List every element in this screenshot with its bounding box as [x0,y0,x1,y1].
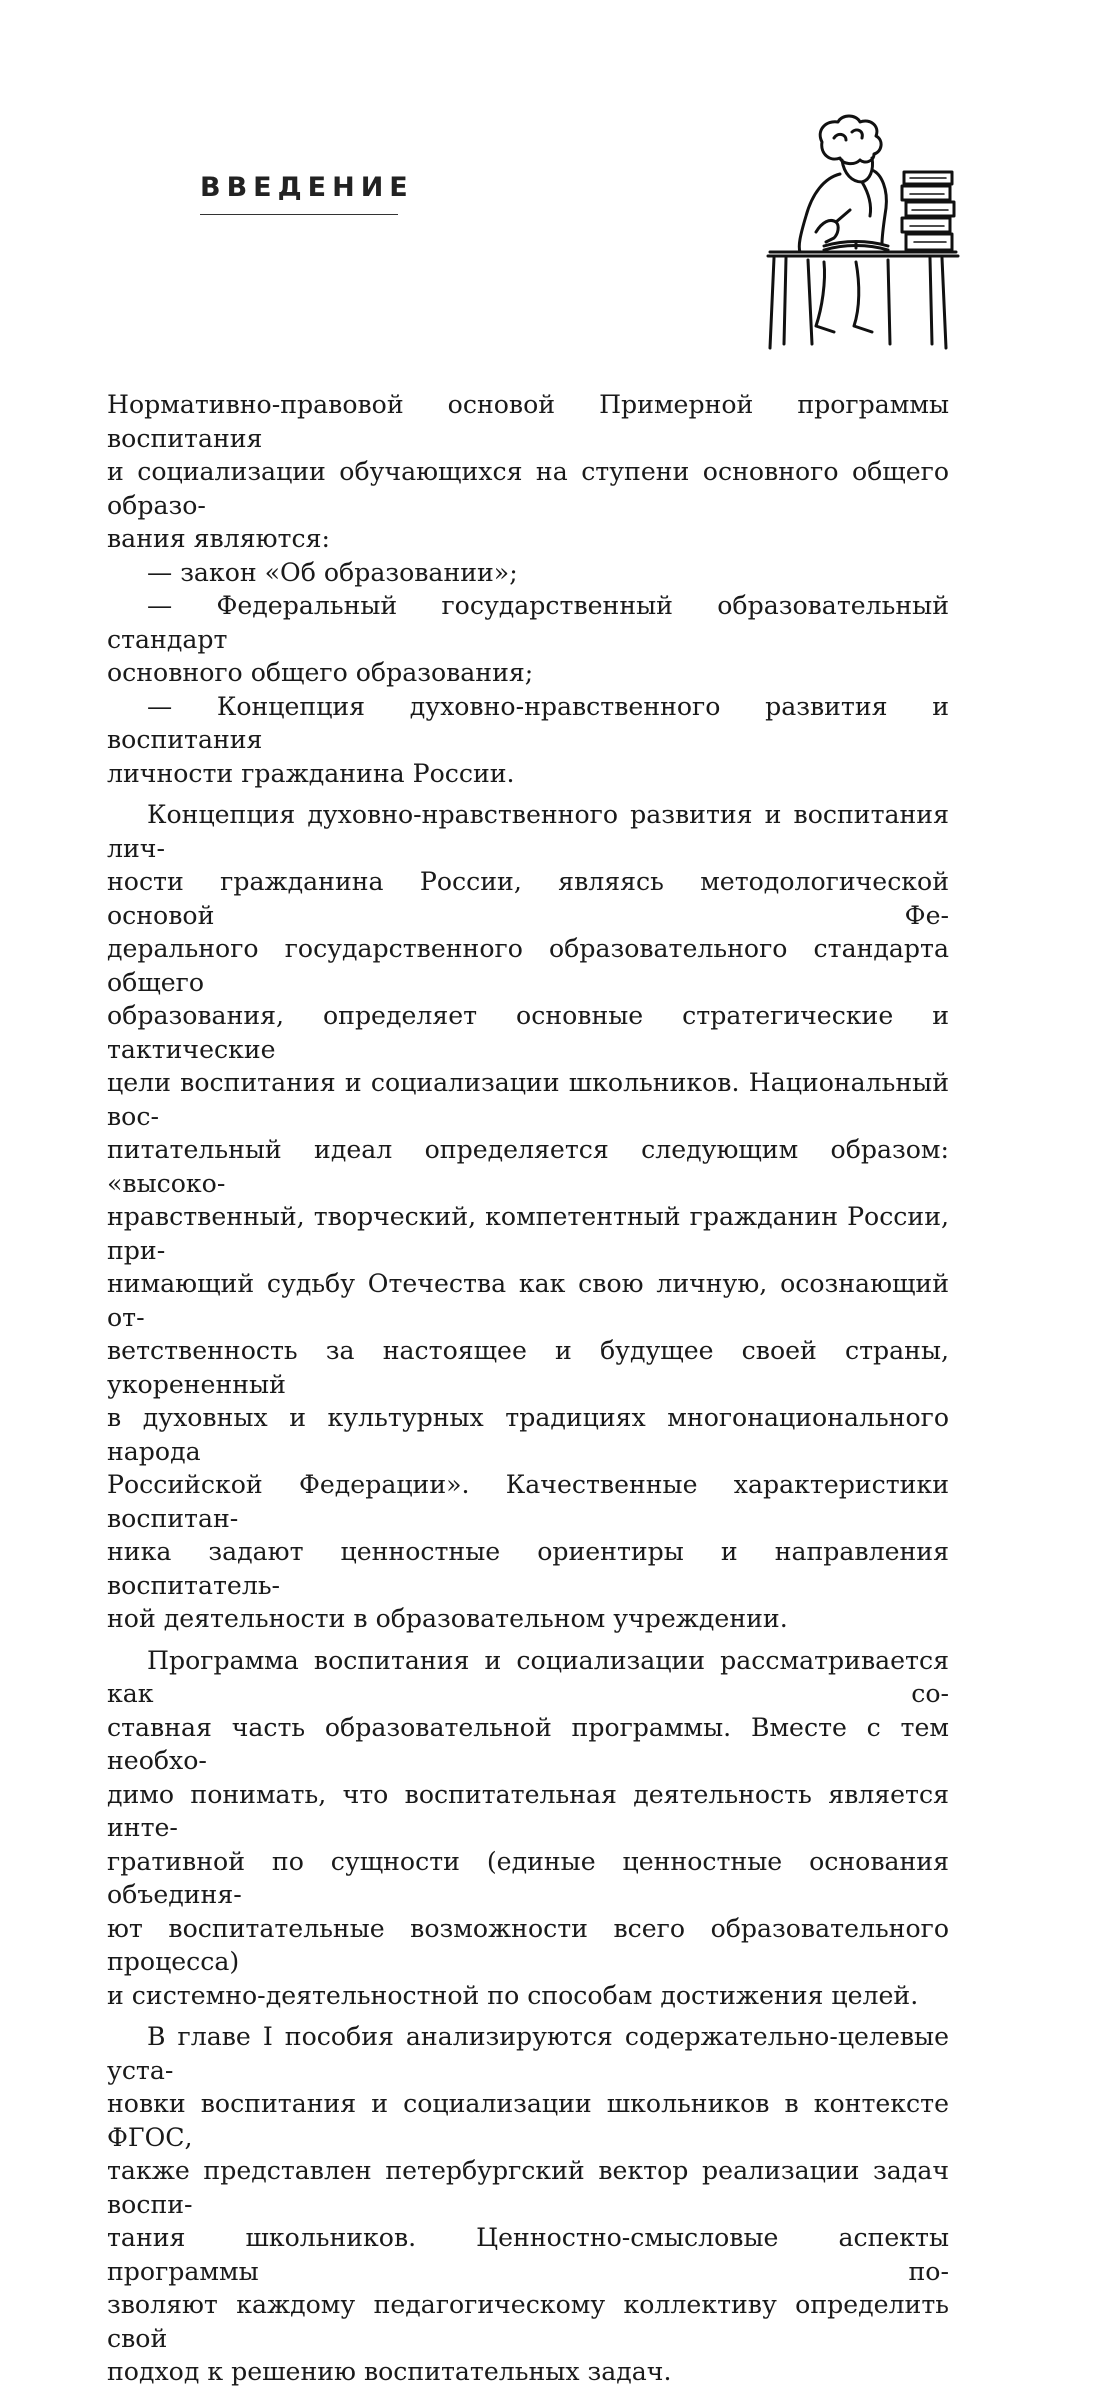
text-line: ности гражданина России, являясь методологической основой Фе- [107,867,949,930]
text-line: и системно-деятельностной по способам достижения целей. [107,1980,919,2010]
text-line: ной деятельности в образовательном учреждении. [107,1604,788,1633]
text-line: ника задают ценностные ориентиры и направления воспитатель- [107,1537,949,1600]
section-heading: ВВЕДЕНИЕ [200,172,414,203]
student-at-desk-icon [764,112,960,350]
text-line: дерального государственного образовательного стандарта общего [107,934,949,997]
text-line: ют воспитательные возможности всего образовательного процесса) [107,1913,949,1976]
text-line: в духовных и культурных традициях многонационального народа [107,1403,949,1466]
text-line: цели воспитания и социализации школьников. Национальный вос- [107,1068,949,1131]
text-line: нравственный, творческий, компетентный гражданин России, при- [107,1202,949,1265]
text-line: Нормативно-правовой основой Примерной программы воспитания [107,390,949,453]
text-line: личности гражданина России. [107,758,515,788]
list-item: — закон «Об образовании»; [147,557,518,587]
text-line: зволяют каждому педагогическому коллективу определить свой [107,2290,949,2353]
text-line: подход к решению воспитательных задач. [107,2357,672,2386]
text-line: гративной по сущности (единые ценностные основания объединя- [107,1846,949,1909]
text-line: образования, определяет основные стратегические и тактические [107,1001,949,1064]
text-line: ветственность за настоящее и будущее своей страны, укорененный [107,1336,949,1399]
text-line: Программа воспитания и социализации рассматривается как со- [107,1645,949,1708]
heading-underline [200,214,398,215]
text-line: новки воспитания и социализации школьников в контексте ФГОС, [107,2089,949,2152]
text-line: димо понимать, что воспитательная деятельность является инте- [107,1779,949,1842]
text-line: нимающий судьбу Отечества как свою личную, осознающий от- [107,1269,949,1332]
list-item: — Концепция духовно-нравственного развития и воспитания [107,691,949,754]
text-line: питательный идеал определяется следующим образом: «высоко- [107,1135,949,1198]
text-line: Концепция духовно-нравственного развития и воспитания лич- [107,800,949,863]
text-line: тания школьников. Ценностно-смысловые аспекты программы по- [107,2223,949,2286]
body-text [107,388,949,2389]
text-line: также представлен петербургский вектор реализации задач воспи- [107,2156,949,2219]
text-line: основного общего образования; [107,658,534,687]
list-item: — Федеральный государственный образовательный стандарт [107,591,949,654]
text-line: ставная часть образовательной программы. Вместе с тем необхо- [107,1712,949,1775]
text-line: вания являются: [107,524,330,553]
text-line: и социализации обучающихся на ступени основного общего образо- [107,457,949,520]
text-line: В главе I пособия анализируются содержательно-целевые уста- [107,2022,949,2085]
text-line: Российской Федерации». Качественные характеристики воспитан- [107,1470,949,1533]
